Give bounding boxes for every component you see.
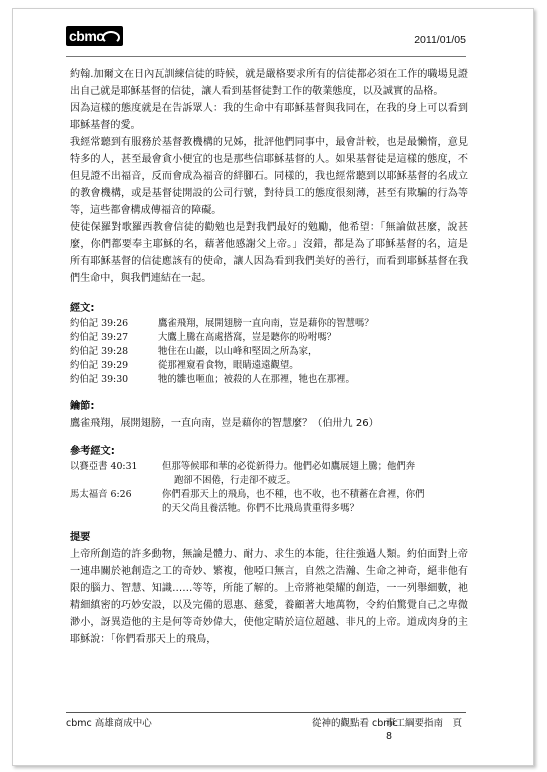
- reference-line: 但那等候耶和華的必從新得力。他們必如鷹展翅上騰；他們奔: [162, 461, 416, 472]
- logo-swoosh-icon: [102, 31, 120, 44]
- verse-text: 大鷹上騰在高處搭窩，豈是聽你的吩咐嗎？: [158, 332, 337, 343]
- logo-text: cbmc: [69, 28, 104, 44]
- verse-ref: 約伯記 39:28: [70, 346, 129, 357]
- reference-item: [70, 488, 468, 516]
- verse-ref: 約伯記 39:26: [70, 318, 129, 329]
- summary-text: 上帝所創造的許多動物，無論是體力、耐力、求生的本能，往往強過人類。約伯面對上帝一連串關於祂創造之工的奇妙、繁複，他啞口無言，自然之浩瀚、生命之神奇，絕非他有限的腦力、智慧、知識……等等，所能了解的。上帝將祂榮耀的創造，一一列舉細數，祂精細縝密的巧妙安設，以及完備的恩惠、慈愛，養顧著大地萬物，令約伯驚覺自己之卑微渺小，訝異造他的主是何等奇妙偉大，使他定睛於這位超越、非凡的上帝。道成肉身的主耶穌說：「你們看那天上的飛鳥，: [70, 549, 468, 645]
- footer-organization: cbmc 高雄商成中心: [66, 718, 152, 729]
- verse-text: 牠住在山巖，以山峰和堅固之所為家，: [158, 346, 318, 357]
- summary-title: 提要: [70, 532, 91, 543]
- body-paragraph-2: 因為這樣的態度就是在告訴眾人：我的生命中有耶穌基督與我同在，在我的身上可以看到耶穌基督的愛。: [70, 103, 468, 131]
- references-list: [70, 460, 468, 516]
- verse-text: 牠的雛也咂血；被殺的人在那裡，牠也在那裡。: [158, 374, 355, 385]
- scripture-verse: [70, 359, 468, 373]
- verse-ref: 約伯記 39:30: [70, 374, 129, 385]
- scripture-verse: [70, 373, 468, 387]
- key-verse-title: 鑰節:: [70, 401, 95, 412]
- reference-line: 的天父尚且養活牠。你們不比飛鳥貴重得多嗎？: [162, 503, 359, 514]
- footer-title: 從神的觀點看 cbmc: [312, 718, 398, 729]
- scripture-verse: [70, 345, 468, 359]
- verse-text: 從那裡窺看食物，眼睛遠遠觀望。: [158, 360, 299, 371]
- body-paragraph-3: 我經常聽到有服務於基督教機構的兄姊，批評他們同事中，最會計較，也是最懶惰，意見特多的人，甚至最會貪小便宜的也是那些信耶穌基督的人。如果基督徒是這樣的態度，不但見證不出福音，反而會成為福音的絆腳石。同樣的，我也經常聽到以耶穌基督的名成立的教會機構，或是基督徒開設的公司行號，對待員工的態度很刻薄，甚至有欺騙的行為等等，這些都會構成傳福音的障礙。: [70, 137, 468, 216]
- page-content: [70, 66, 468, 648]
- footer-divider: [66, 712, 466, 713]
- scripture-list: [70, 317, 468, 387]
- reference-line: 你們看那天上的飛鳥，也不種，也不收，也不積蓄在倉裡，你們: [162, 489, 425, 500]
- reference-item: [70, 460, 468, 488]
- reference-line: 跑卻不困倦，行走卻不疲乏。: [174, 475, 296, 486]
- reference-ref: 以賽亞書 40:31: [70, 461, 138, 472]
- verse-ref: 約伯記 39:27: [70, 332, 129, 343]
- key-verse-text: 鷹雀飛翔，展開翅膀，一直向南，豈是藉你的智慧麼？（伯卅九 26）: [70, 418, 379, 429]
- header-date: 2011/01/05: [414, 34, 466, 46]
- scripture-title: 經文:: [70, 303, 95, 314]
- footer-page-number: 事工綱要指南 頁 8: [386, 718, 463, 742]
- page-header: [66, 26, 466, 54]
- verse-ref: 約伯記 39:29: [70, 360, 129, 371]
- body-paragraph-4: 使徒保羅對歌羅西教會信徒的勸勉也是對我們最好的勉勵，他希望：「無論做甚麼，說甚麼，你們都要奉主耶穌的名，藉著他感謝父上帝。」沒錯，都是為了耶穌基督的名，這是所有耶穌基督的信徒應該有的使命，讓人因為看到我們美好的善行，而看到耶穌基督在我們生命中，與我們連結在一起。: [70, 222, 468, 284]
- scripture-verse: [70, 331, 468, 345]
- header-divider: [66, 56, 466, 57]
- scripture-verse: [70, 317, 468, 331]
- body-paragraph-1: 約翰.加爾文在日內瓦訓練信徒的時候，就是嚴格要求所有的信徒都必須在工作的職場見證出自己就是耶穌基督的信徒，讓人看到基督徒對工作的敬業態度，以及誠實的品格。: [70, 69, 468, 97]
- cbmc-logo: [66, 26, 123, 46]
- reference-ref: 馬太福音 6:26: [70, 489, 132, 500]
- references-title: 參考經文:: [70, 446, 115, 457]
- verse-text: 鷹雀飛翔，展開翅膀一直向南，豈是藉你的智慧嗎？: [158, 318, 374, 329]
